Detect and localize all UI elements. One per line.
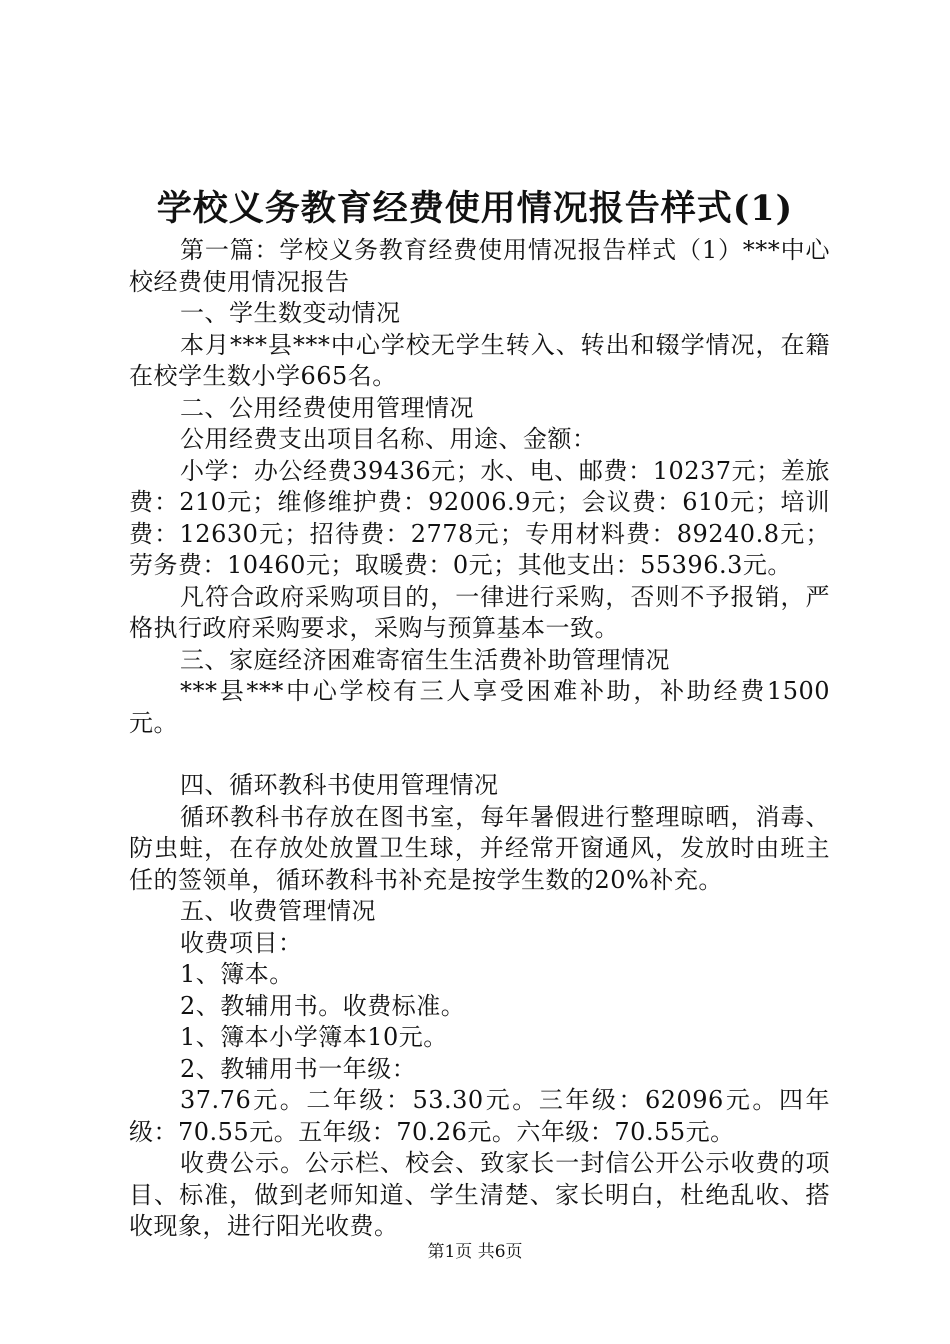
paragraph-student-count: 本月***县***中心学校无学生转入、转出和辍学情况，在籍在校学生数小学665名。 xyxy=(129,330,830,390)
list-item: 1、簿本。 xyxy=(180,960,294,988)
paragraph-fee-items-label: 收费项目： xyxy=(180,928,303,957)
section-heading-3: 三、家庭经济困难寄宿生生活费补助管理情况 xyxy=(180,645,670,674)
paragraph-subsidy: ***县***中心学校有三人享受困难补助，补助经费1500元。 xyxy=(129,677,830,737)
section-heading-5: 五、收费管理情况 xyxy=(180,897,376,925)
section-heading-1: 一、学生数变动情况 xyxy=(180,299,401,327)
list-item: 2、教辅用书一年级： xyxy=(180,1054,417,1083)
paragraph-grade-fees: 37.76元。二年级：53.30元。三年级：62096元。四年级：70.55元。五年级：70.26元。六年级：70.55元。 xyxy=(129,1086,830,1146)
list-item: 2、教辅用书。收费标准。 xyxy=(180,991,466,1020)
paragraph-textbooks: 循环教科书存放在图书室，每年暑假进行整理晾晒，消毒、防虫蛀，在存放处放置卫生球，并经常开窗通风，发放时由班主任的签领单，循环教科书补充是按学生数的20%补充。 xyxy=(129,802,830,894)
section-heading-4: 四、循环教科书使用管理情况 xyxy=(180,771,499,799)
document-body xyxy=(129,235,830,1243)
section-heading-2: 二、公用经费使用管理情况 xyxy=(180,393,474,422)
document-title: 学校义务教育经费使用情况报告样式(1) xyxy=(156,188,794,229)
paragraph-intro: 第一篇：学校义务教育经费使用情况报告样式（1）***中心校经费使用情况报告 xyxy=(129,236,830,296)
paragraph-expense-details: 小学：办公经费39436元；水、电、邮费：10237元；差旅费：210元；维修维护费：92006.9元；会议费：610元；培训费：12630元；招待费：2778元；专用材料费：89240.8元；劳务费：10460元；取暖费：0元；其他支出：55396.3元。 xyxy=(129,456,830,579)
paragraph-expense-intro: 公用经费支出项目名称、用途、金额： xyxy=(180,425,597,453)
paragraph-fee-publicity: 收费公示。公示栏、校会、致家长一封信公开公示收费的项目、标准，做到老师知道、学生清楚、家长明白，杜绝乱收、搭收现象，进行阳光收费。 xyxy=(129,1149,830,1240)
paragraph-procurement: 凡符合政府采购项目的，一律进行采购，否则不予报销，严格执行政府采购要求，采购与预算基本一致。 xyxy=(129,582,830,642)
list-item: 1、簿本小学簿本10元。 xyxy=(180,1023,448,1051)
page-footer: 第1页 共6页 xyxy=(427,1242,523,1262)
